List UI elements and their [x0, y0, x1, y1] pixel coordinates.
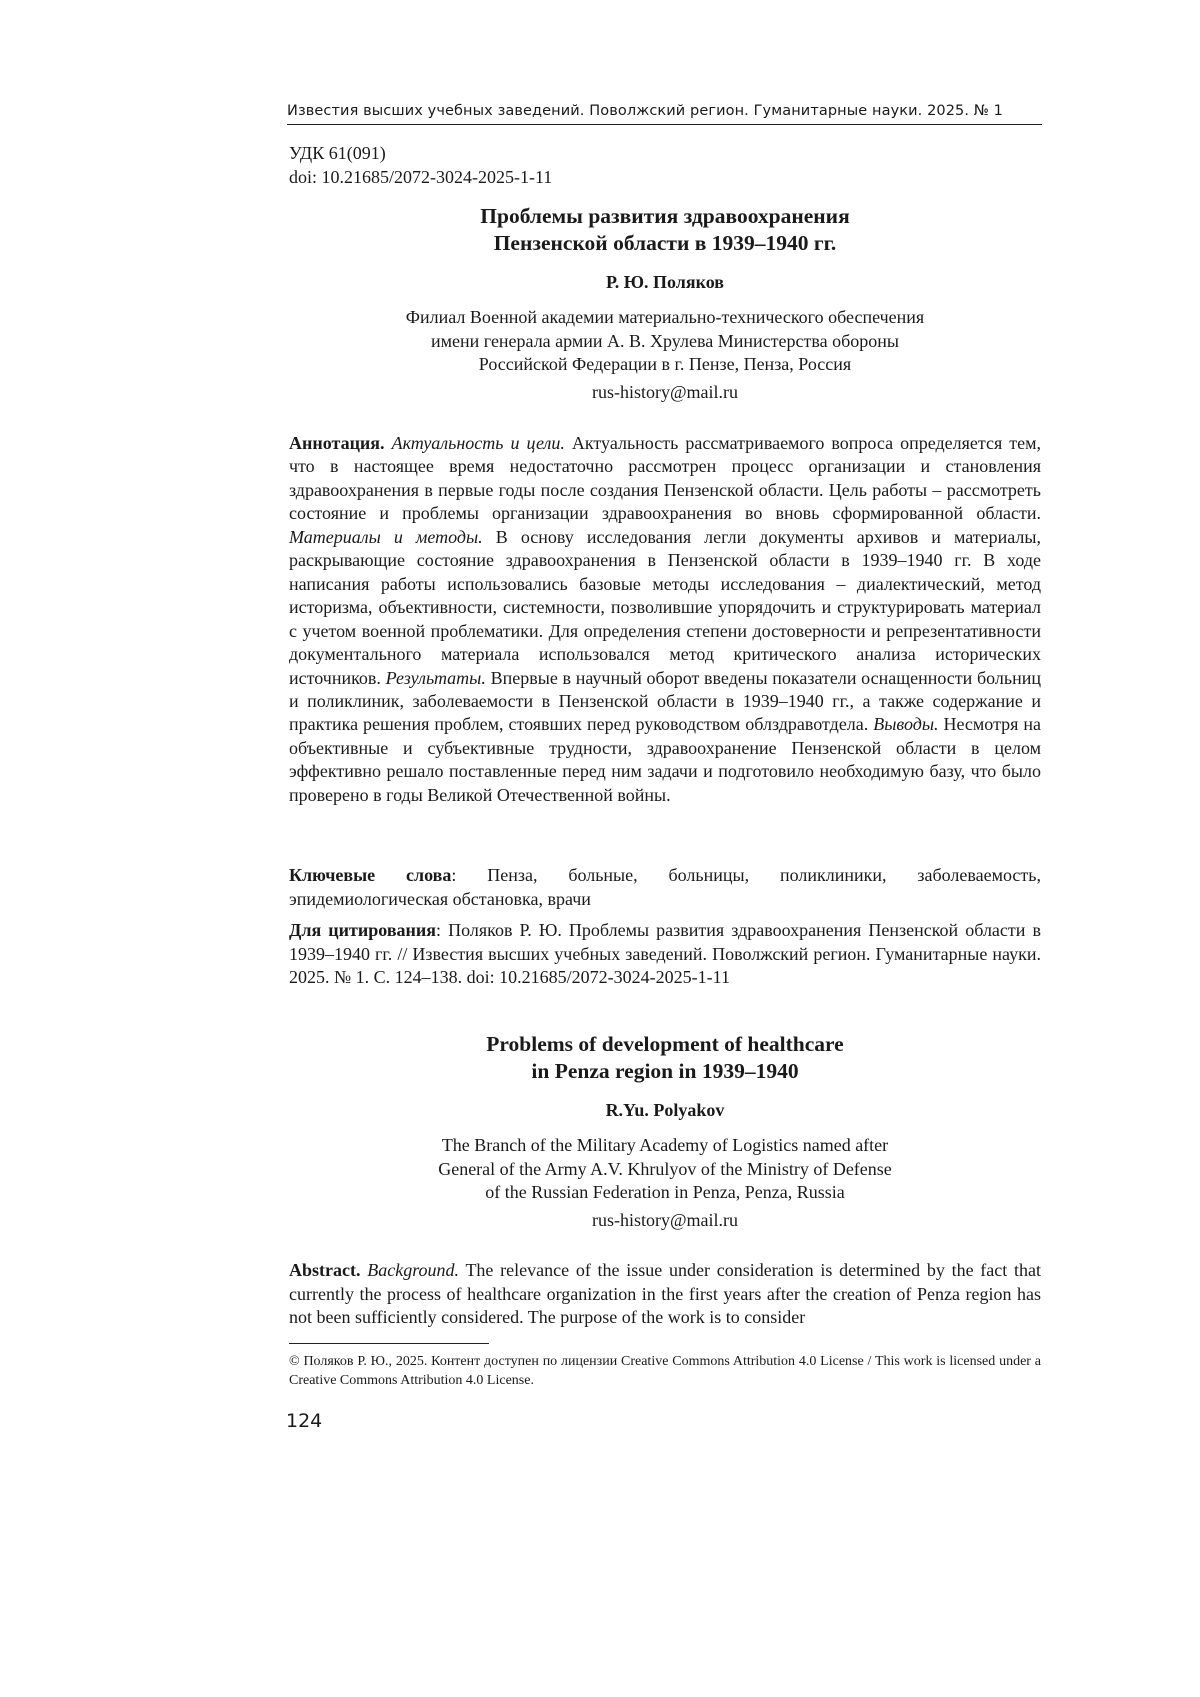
affiliation-ru — [289, 306, 1041, 377]
citation-ru — [289, 919, 1041, 990]
affiliation-en — [289, 1134, 1041, 1205]
abstract-en-heading-background: Background. — [367, 1260, 460, 1280]
abstract-ru-heading-conclusions: Выводы. — [873, 714, 939, 735]
author-ru: Р. Ю. Поляков — [605, 272, 725, 292]
email-ru: rus-history@mail.ru — [591, 382, 739, 402]
abstract-en-label: Abstract. — [289, 1260, 361, 1280]
udc-code: УДК 61(091) — [289, 143, 386, 163]
abstract-ru-text-results: Впервые в научный оборот введены показатели оснащенности больниц и поликлиник, заболеваемости в Пензенской области в 1939–1940 гг., а также содержание и практика решения проблем, стоявших перед руководством облздравотдела. — [289, 667, 1042, 735]
affiliation-ru-line-3: Российской Федерации в г. Пензе, Пенза, Россия — [478, 354, 852, 374]
keywords-ru — [289, 864, 1041, 911]
affiliation-en-line-1: The Branch of the Military Academy of Logistics named after — [441, 1135, 889, 1155]
article-meta — [289, 141, 1041, 189]
running-head: Известия высших учебных заведений. Поволжский регион. Гуманитарные науки. 2025. № 1 — [287, 103, 1042, 125]
keywords-ru-text: : Пенза, больные, больницы, поликлиники, заболеваемость, эпидемиологическая обстановка, врачи — [289, 865, 1041, 909]
abstract-ru-text-methods: В основу исследования легли документы архивов и материалы, раскрывающие состояние здравоохранения в Пензенской области в 1939–1940 гг. В ходе написания работы использовались базовые методы исследования – диалектический, метод историзма, объективности, системности, позволившие упорядочить и структурировать материал с учетом военной проблематики. Для определения степени достоверности и репрезентативности документального материала использовался метод критического анализа исторических источников. — [289, 526, 1041, 688]
abstract-en — [289, 1259, 1041, 1330]
abstract-ru-text-conclusions: Несмотря на объективные и субъективные трудности, здравоохранение Пензенской области в целом эффективно решало поставленные перед ним задачи и подготовило необходимую базу, что было проверено в годы Великой Отечественной войны. — [289, 714, 1041, 805]
title-ru-line-2: Пензенской области в 1939–1940 гг. — [493, 231, 837, 255]
affiliation-en-line-2: General of the Army A.V. Khrulyov of the Ministry of Defense — [438, 1158, 892, 1179]
author-en: R.Yu. Polyakov — [605, 1100, 725, 1120]
title-en — [289, 1031, 1041, 1085]
doi: doi: 10.21685/2072-3024-2025-1-11 — [289, 167, 553, 187]
affiliation-ru-line-1: Филиал Военной академии материально-технического обеспечения — [405, 307, 925, 327]
abstract-ru-text-relevance: Актуальность рассматриваемого вопроса определяется тем, что в настоящее время недостаточно рассмотрен процесс организации и становления здравоохранения в первые годы после создания Пензенской области. Цель работы – рассмотреть состояние и проблемы организации здравоохранения во вновь сформированной области. — [289, 433, 1042, 524]
affiliation-en-line-3: of the Russian Federation in Penza, Penza, Russia — [485, 1182, 845, 1202]
abstract-ru-heading-results: Результаты. — [385, 667, 486, 688]
email-en: rus-history@mail.ru — [591, 1210, 739, 1230]
abstract-ru-label: Аннотация. — [289, 433, 385, 453]
affiliation-ru-line-2: имени генерала армии А. В. Хрулева Министерства обороны — [431, 330, 899, 351]
title-ru — [289, 203, 1041, 257]
title-en-line-2: in Penza region in 1939–1940 — [531, 1059, 799, 1083]
page-number: 124 — [286, 1410, 323, 1432]
abstract-ru-heading-relevance: Актуальность и цели. — [391, 433, 565, 453]
footnote-divider — [289, 1343, 489, 1344]
citation-ru-text: : Поляков Р. Ю. Проблемы развития здравоохранения Пензенской области в 1939–1940 гг. // Известия высших учебных заведений. Поволжский регион. Гуманитарные науки. 2025. № 1. С. 124–138. doi: 10.21685/2072-3024-2025-1-11 — [289, 920, 1041, 987]
keywords-ru-label: Ключевые слова — [289, 865, 452, 885]
citation-ru-label: Для цитирования — [289, 920, 437, 940]
license-footnote: © Поляков Р. Ю., 2025. Контент доступен по лицензии Creative Commons Attribution 4.0 License / This work is licensed under a Creative Commons Attribution 4.0 License. — [289, 1354, 1041, 1388]
abstract-en-text-background: The relevance of the issue under consideration is determined by the fact that currently the process of healthcare organization in the first years after the creation of Penza region has not been sufficiently considered. The purpose of the work is to consider — [289, 1260, 1041, 1327]
abstract-ru-heading-methods: Материалы и методы. — [289, 526, 483, 547]
abstract-ru — [289, 432, 1041, 807]
title-en-line-1: Problems of development of healthcare — [486, 1032, 844, 1056]
title-ru-line-1: Проблемы развития здравоохранения — [480, 204, 850, 228]
